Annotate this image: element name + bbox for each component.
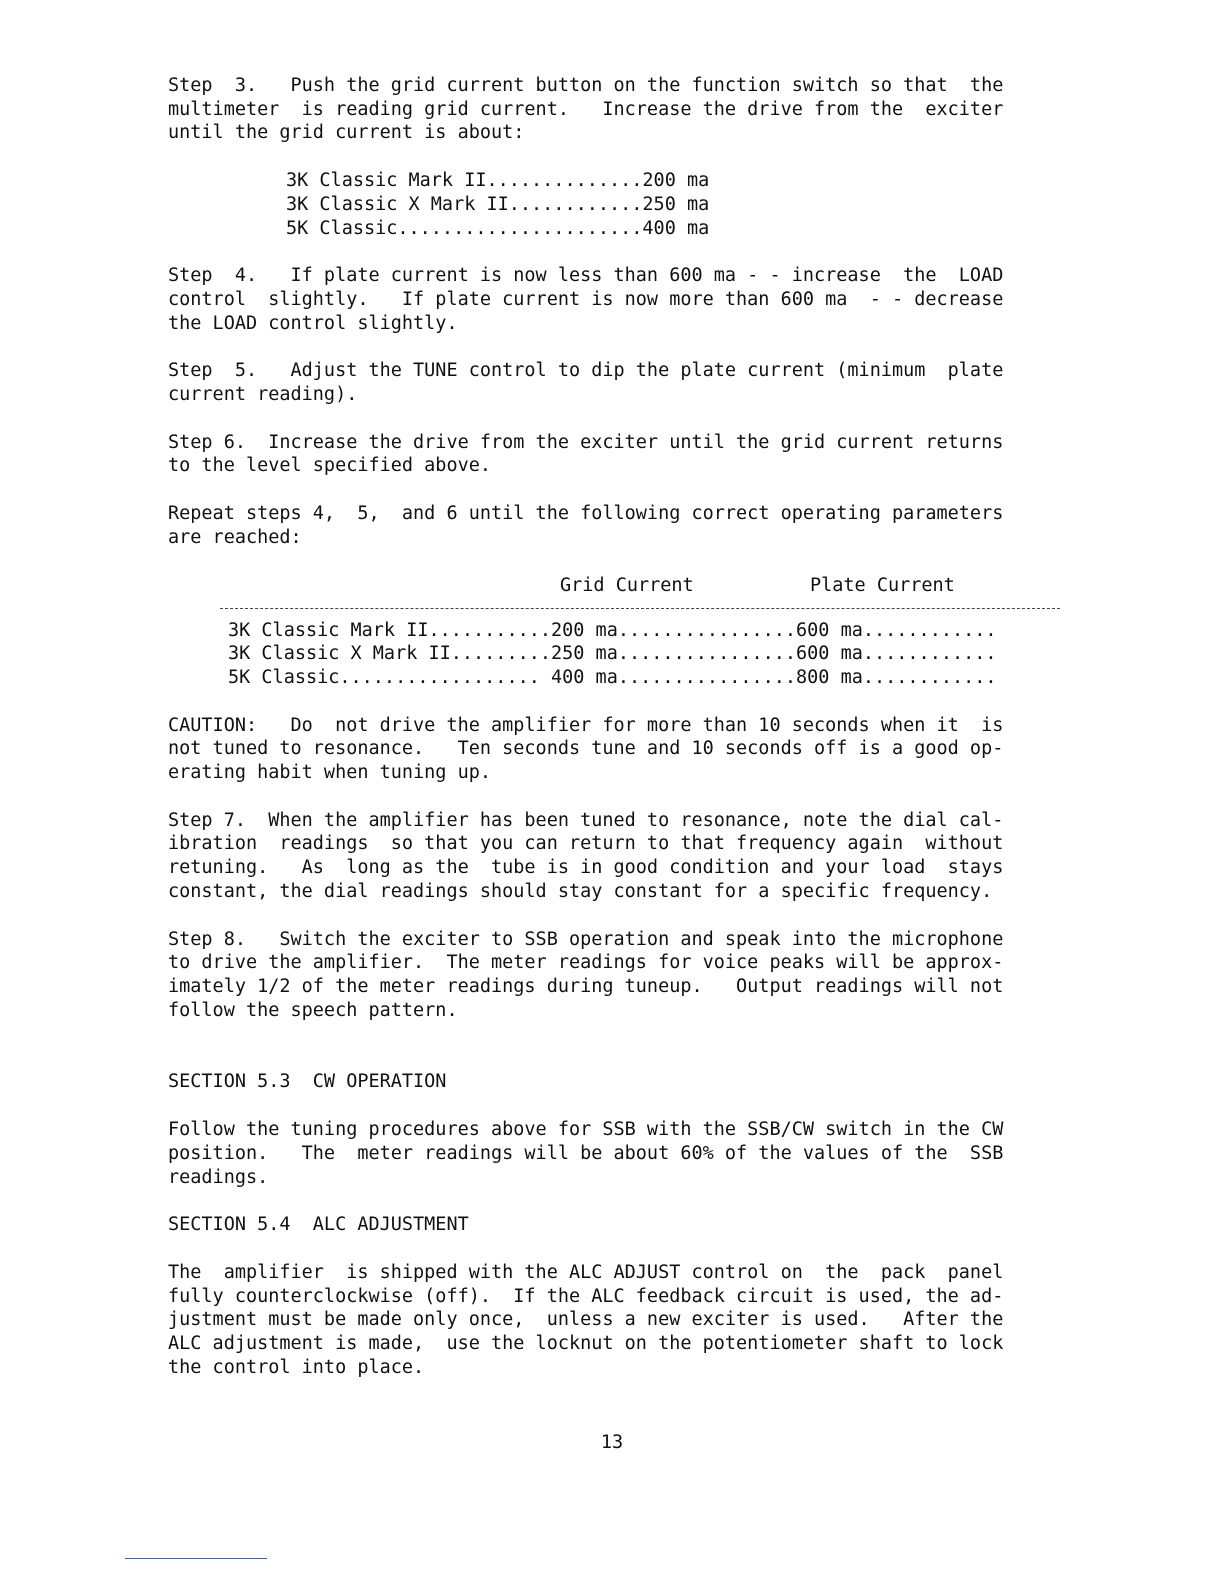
text-line: Step 6. Increase the drive from the exciter until the grid current returns xyxy=(168,431,1004,453)
table-row: 5K Classic.................. 400 ma................800 ma............ xyxy=(228,666,997,688)
text-line: to drive the amplifier. The meter readings for voice peaks will be approx- xyxy=(168,952,1004,974)
text-line: readings. xyxy=(168,1166,269,1188)
section-5-4-heading: SECTION 5.4 ALC ADJUSTMENT xyxy=(168,1214,469,1236)
text-line: Step 8. Switch the exciter to SSB operation and speak into the microphone xyxy=(168,928,1004,950)
step-7-paragraph xyxy=(168,809,1060,904)
text-line: Repeat steps 4, 5, and 6 until the following correct operating parameters xyxy=(168,503,1004,525)
text-line: retuning. As long as the tube is in good condition and your load stays xyxy=(168,857,1004,879)
footer-divider xyxy=(125,1558,267,1559)
list-item: 3K Classic Mark II..............200 ma xyxy=(286,170,710,192)
step-8-paragraph xyxy=(168,928,1060,1023)
text-line: CAUTION: Do not drive the amplifier for more than 10 seconds when it is xyxy=(168,714,1004,736)
text-line: until the grid current is about: xyxy=(168,122,525,144)
page-number: 13 xyxy=(600,1432,624,1453)
document-body xyxy=(168,74,1060,1379)
table-header xyxy=(168,574,1060,598)
text-line: Step 3. Push the grid current button on the function switch so that the xyxy=(168,75,1004,96)
text-line: Step 7. When the amplifier has been tuned to resonance, note the dial cal- xyxy=(168,809,1004,831)
step-6-paragraph xyxy=(168,431,1060,478)
text-line: multimeter is reading grid current. Increase the drive from the exciter xyxy=(168,98,1004,120)
text-line: the LOAD control slightly. xyxy=(168,312,458,334)
text-line: the control into place. xyxy=(168,1356,425,1378)
text-line: Follow the tuning procedures above for SSB with the SSB/CW switch in the CW xyxy=(168,1119,1004,1141)
list-item: 5K Classic......................400 ma xyxy=(286,217,710,239)
section-5-3-heading: SECTION 5.3 CW OPERATION xyxy=(168,1071,447,1093)
table-row: 3K Classic Mark II...........200 ma................600 ma............ xyxy=(228,619,997,641)
text-line: justment must be made only once, unless a new exciter is used. After the xyxy=(168,1309,1004,1331)
text-line: current reading). xyxy=(168,384,358,406)
text-line: constant, the dial readings should stay constant for a specific frequency. xyxy=(168,880,993,902)
text-line: imately 1/2 of the meter readings during tuneup. Output readings will not xyxy=(168,975,1004,997)
step-5-paragraph xyxy=(168,359,1060,406)
parameters-table xyxy=(168,574,1060,690)
text-line: position. The meter readings will be about 60% of the values of the SSB xyxy=(168,1142,1004,1164)
text-line: Step 5. Adjust the TUNE control to dip the plate current (minimum plate xyxy=(168,360,1004,382)
text-line: not tuned to resonance. Ten seconds tune and 10 seconds off is a good op- xyxy=(168,738,1004,760)
step-3-paragraph xyxy=(168,74,1060,145)
step-4-paragraph xyxy=(168,264,1060,335)
column-header-grid-current: Grid Current xyxy=(560,574,694,596)
repeat-paragraph xyxy=(168,502,1060,549)
text-line: fully counterclockwise (off). If the ALC feedback circuit is used, the ad- xyxy=(168,1285,1004,1307)
text-line: The amplifier is shipped with the ALC ADJUST control on the pack panel xyxy=(168,1261,1004,1283)
text-line: erating habit when tuning up. xyxy=(168,762,492,784)
column-header-plate-current: Plate Current xyxy=(810,574,955,596)
text-line: ALC adjustment is made, use the locknut on the potentiometer shaft to lock xyxy=(168,1333,1004,1355)
text-line: to the level specified above. xyxy=(168,455,492,477)
caution-paragraph xyxy=(168,714,1060,785)
grid-current-list xyxy=(168,169,1060,240)
text-line: follow the speech pattern. xyxy=(168,999,458,1021)
text-line: are reached: xyxy=(168,526,302,548)
text-line: Step 4. If plate current is now less than 600 ma - - increase the LOAD xyxy=(168,265,1004,287)
section-5-4-paragraph xyxy=(168,1261,1060,1380)
list-item: 3K Classic X Mark II............250 ma xyxy=(286,193,710,215)
text-line: control slightly. If plate current is now more than 600 ma - - decrease xyxy=(168,288,1004,310)
text-line: ibration readings so that you can return to that frequency again without xyxy=(168,833,1004,855)
section-5-3-paragraph xyxy=(168,1118,1060,1189)
table-row: 3K Classic X Mark II.........250 ma................600 ma............ xyxy=(228,643,997,665)
table-divider xyxy=(220,608,1060,609)
